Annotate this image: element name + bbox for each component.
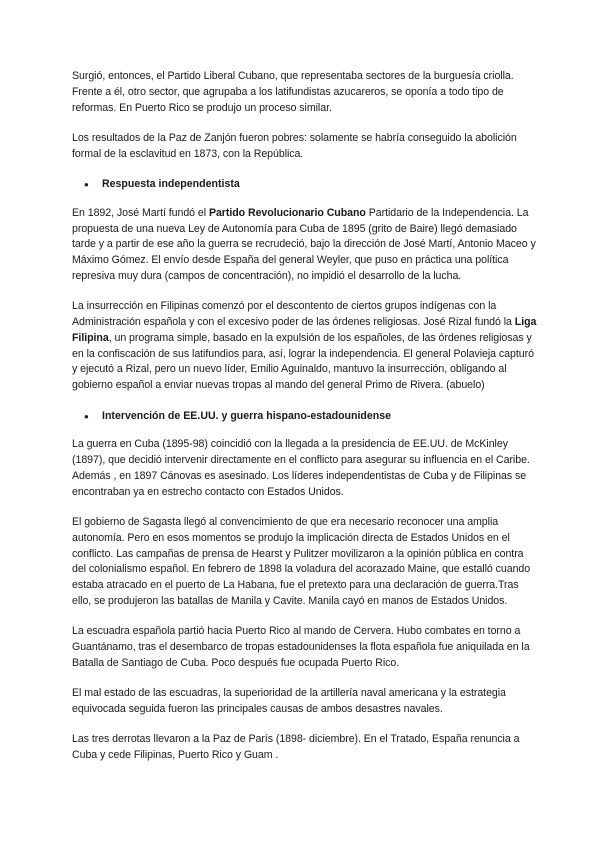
paragraph-guerra-cuba: La guerra en Cuba (1895-98) coincidió con la llegada a la presidencia de EE.UU. de McKinley (1897), que decidió intervenir directamente en el conflicto para asegurar su influencia en el Caribe. Además , en 1897 Cánovas es asesinado. Los líderes independentistas de Cuba y de Filipinas se encontraban ya en estrecho contacto con Estados Unidos. xyxy=(72,438,530,498)
bold-partido-revolucionario: Partido Revolucionario Cubano xyxy=(208,206,366,219)
paragraph-liberal-party: Surgió, entonces, el Partido Liberal Cubano, que representaba sectores de la burguesía criolla. Frente a él, otro sector, que agrupaba a los latifundistas azucareros, se oponía a todo tipo de reformas. En Puerto Rico se produjo un proceso similar. xyxy=(72,70,514,114)
heading-text: Respuesta independentista xyxy=(102,177,240,190)
paragraph-mal-estado: El mal estado de las escuadras, la superioridad de la artillería naval americana y la estrategia equivocada seguida fueron las principales causas de ambos desastres navales. xyxy=(72,687,506,715)
paragraph-paz-de-paris: Las tres derrotas llevaron a la Paz de París (1898- diciembre). En el Tratado, España renuncia a Cuba y cede Filipinas, Puerto Rico y Guam . xyxy=(72,733,520,762)
text-run: Partidario de la Independencia. La propuesta de una nueva Ley de Autonomía para Cuba de 1895 (grito de Baire) llegó demasiado tarde y a partir de ese año la guerra se recrudeció, bajo la dirección de José Martí, Antonio Maceo y Máximo Gómez. El envío desde España del general Weyler, que puso en práctica una política represiva muy dura (campos de concentración), no impidió el desarrollo de la lucha. xyxy=(72,206,536,282)
text-run: , un programa simple, basado en la expulsión de los españoles, de las órdenes religiosas y en la confiscación de sus latifundios para, así, lograr la independencia. El general Polavieja capturó y ejecutó a Rizal, pero un nuevo líder, Emilio Aguinaldo, mantuvo la insurrección, obligando al gobierno español a enviar nuevas tropas al mando del general Primo de Rivera. (abuelo) xyxy=(72,331,534,392)
text-run: En 1892, José Martí fundó el xyxy=(72,206,209,219)
bold-liga-filipina: Liga Filipina xyxy=(72,316,537,344)
heading-intervencion-eeuu xyxy=(72,409,538,425)
bullet-icon: ● xyxy=(84,411,89,421)
paragraph-paz-de-zanjon: Los resultados de la Paz de Zanjón fueron pobres: solamente se habría conseguido la abolición formal de la esclavitud en 1873, con la República. xyxy=(72,131,517,160)
heading-respuesta-independentista xyxy=(72,177,538,193)
paragraph-filipinas xyxy=(72,299,538,394)
text-run: La insurrección en Filipinas comenzó por el descontento de ciertos grupos indígenas con la Administración española y con el excesivo poder de las órdenes religiosas. José Rizal fundó la xyxy=(72,300,515,329)
paragraph-jose-marti xyxy=(72,206,538,285)
bullet-icon: ● xyxy=(84,179,89,189)
paragraph-sagasta: El gobierno de Sagasta llegó al convencimiento de que era necesario reconocer una amplia autonomía. Pero en esos momentos se produjo la implicación directa de Estados Unidos en el conflicto. Las campañas de prensa de Hearst y Pulitzer movilizaron a la opinión pública en contra del colonialismo español. En febrero de 1898 la voladura del acorazado Maine, que estalló cuando estaba atracado en el puerto de La Habana, fue el pretexto para una declaración de guerra.Tras ello, se produjeron las batallas de Manila y Cavite. Manila cayó en manos de Estados Unidos. xyxy=(72,516,531,608)
paragraph-escuadra: La escuadra española partió hacia Puerto Rico al mando de Cervera. Hubo combates en torno a Guantánamo, tras el desembarco de tropas estadounidenses la flota española fue aniquilada en la Batalla de Santiago de Cuba. Poco después fue ocupada Puerto Rico. xyxy=(72,625,530,669)
heading-text: Intervención de EE.UU. y guerra hispano-estadounidense xyxy=(102,409,392,422)
